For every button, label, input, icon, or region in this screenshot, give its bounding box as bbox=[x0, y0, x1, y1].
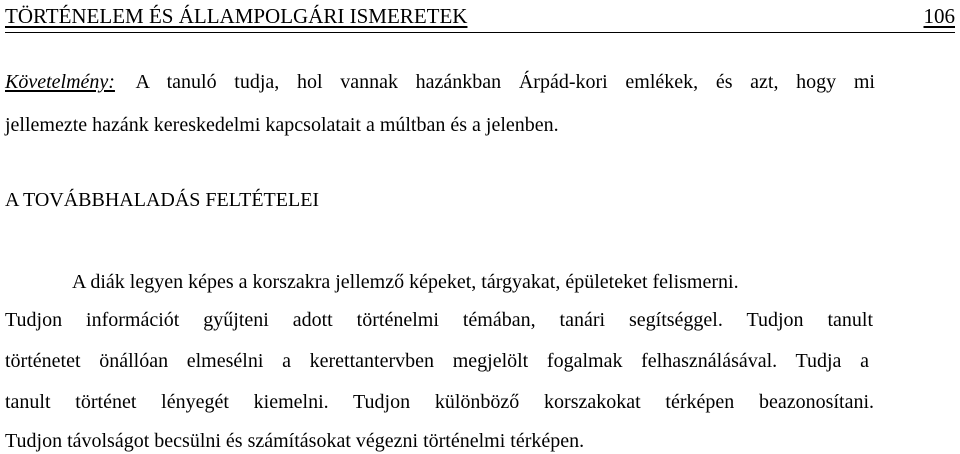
header-title: TÖRTÉNELEM ÉS ÁLLAMPOLGÁRI ISMERETEK bbox=[5, 4, 468, 28]
paragraph-line-3: történetet önállóan elmesélni a kerettantervben megjelölt fogalmak felhasználásával. Tudja a bbox=[5, 350, 869, 372]
requirement-line-1-text: A tanuló tudja, hol vannak hazánkban Árpád-kori emlékek, és azt, hogy mi bbox=[118, 71, 875, 93]
section-title: A TOVÁBBHALADÁS FELTÉTELEI bbox=[5, 189, 320, 211]
page-header bbox=[5, 2, 955, 33]
requirement-line-1 bbox=[5, 70, 875, 94]
paragraph-line-2: Tudjon információt gyűjteni adott történelmi témában, tanári segítséggel. Tudjon tanult bbox=[5, 309, 873, 331]
paragraph-line-5: Tudjon távolságot becsülni és számításokat végezni történelmi térképen. bbox=[5, 430, 585, 452]
paragraph-line-1: A diák legyen képes a korszakra jellemző képeket, tárgyakat, épületeket felismerni. bbox=[72, 271, 739, 293]
page-number: 106 bbox=[923, 4, 955, 28]
paragraph-line-4: tanult történet lényegét kiemelni. Tudjon különböző korszakokat térképen beazonosítani. bbox=[5, 391, 874, 413]
requirement-line-2: jellemezte hazánk kereskedelmi kapcsolatait a múltban és a jelenben. bbox=[5, 114, 559, 136]
requirement-label: Követelmény: bbox=[5, 71, 115, 93]
